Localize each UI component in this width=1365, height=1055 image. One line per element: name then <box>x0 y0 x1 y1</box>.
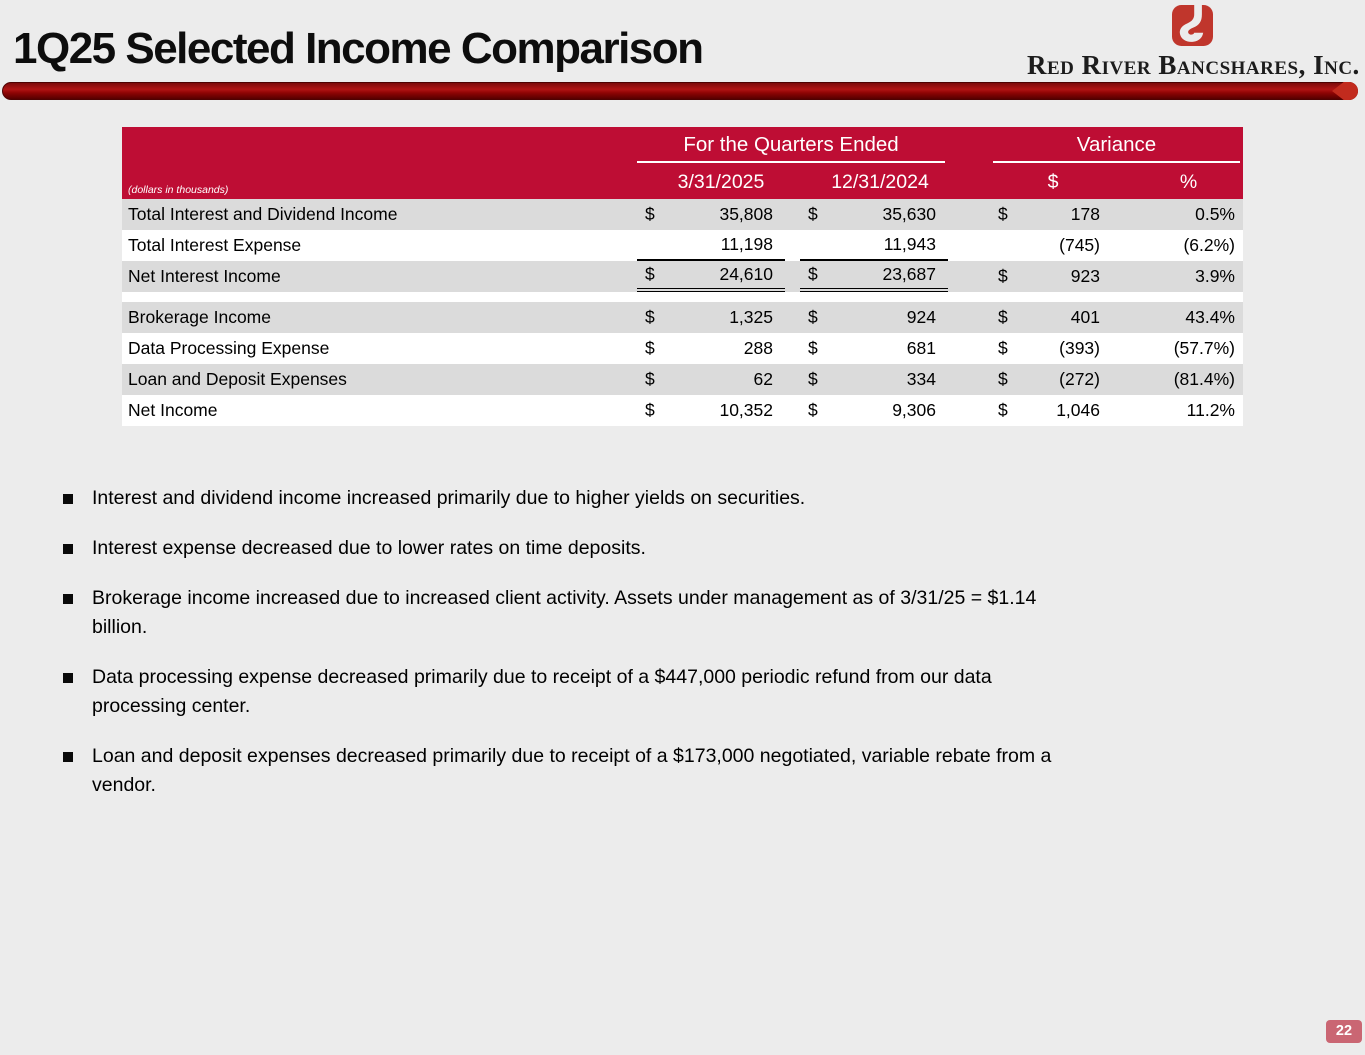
variance-value: (272) <box>1059 369 1100 389</box>
dollar-sign: $ <box>808 264 818 284</box>
company-logo <box>1027 5 1360 81</box>
bullet-item <box>62 742 1312 800</box>
q2-cell <box>800 230 948 261</box>
q2-value: 9,306 <box>892 400 936 420</box>
column-gap <box>948 302 990 333</box>
column-header-q1: 3/31/2025 <box>677 171 765 193</box>
q1-value: 11,198 <box>720 234 773 254</box>
page-title: 1Q25 Selected Income Comparison <box>13 24 703 73</box>
column-gap <box>948 395 990 426</box>
variance-value: 923 <box>1070 266 1100 286</box>
row-label: Data Processing Expense <box>128 338 330 358</box>
variance-dollar-cell <box>990 364 1100 395</box>
column-gap <box>948 230 990 261</box>
column-gap <box>785 395 800 426</box>
table-row <box>122 199 1243 230</box>
bullet-item <box>62 534 1312 563</box>
pct-value: 11.2% <box>1186 400 1235 420</box>
variance-dollar-cell <box>990 395 1100 426</box>
table-row <box>122 302 1243 333</box>
q1-value: 35,808 <box>719 204 773 224</box>
variance-value: 401 <box>1070 307 1100 327</box>
q2-value: 11,943 <box>883 234 936 254</box>
table-row <box>122 364 1243 395</box>
dollar-sign: $ <box>808 400 818 420</box>
dollar-sign: $ <box>998 400 1008 420</box>
pct-value: (57.7%) <box>1173 338 1235 358</box>
dollar-sign: $ <box>808 369 818 389</box>
variance-group-header: Variance <box>1076 133 1157 156</box>
column-gap <box>948 261 990 292</box>
dollar-sign: $ <box>998 307 1008 327</box>
q1-value: 288 <box>743 338 773 358</box>
row-label: Loan and Deposit Expenses <box>128 369 347 389</box>
pct-value: 0.5% <box>1195 204 1235 224</box>
bullet-text: Data processing expense decreased primarily due to receipt of a $447,000 periodic refund from our data <box>92 666 992 688</box>
table-row <box>122 333 1243 364</box>
square-bullet-icon <box>63 494 73 504</box>
bullet-text: processing center. <box>92 695 251 717</box>
q1-value: 10,352 <box>719 400 773 420</box>
column-gap <box>785 364 800 395</box>
q2-value: 23,687 <box>882 264 936 284</box>
row-label: Net Income <box>128 400 218 420</box>
q2-cell <box>800 199 948 230</box>
dollar-sign: $ <box>645 204 655 224</box>
bullet-item <box>62 484 1312 513</box>
dollar-sign: $ <box>645 400 655 420</box>
bullet-text: Brokerage income increased due to increased client activity. Assets under management as of 3/31/25 = $1.14 <box>92 587 1037 609</box>
accent-bar <box>2 82 1358 100</box>
dollar-sign: $ <box>808 307 818 327</box>
variance-dollar-cell <box>990 261 1100 292</box>
q2-value: 334 <box>906 369 936 389</box>
variance-dollar-cell <box>990 199 1100 230</box>
column-header-variance-dollar: $ <box>1047 171 1059 193</box>
row-label: Total Interest and Dividend Income <box>128 204 398 224</box>
bullet-text: vendor. <box>92 774 156 796</box>
q1-cell <box>637 395 785 426</box>
variance-value: (393) <box>1059 338 1100 358</box>
dollar-sign: $ <box>998 369 1008 389</box>
q2-cell <box>800 364 948 395</box>
variance-pct-cell <box>1100 333 1243 364</box>
q1-cell <box>637 261 785 292</box>
pct-value: 43.4% <box>1185 307 1235 327</box>
q2-cell <box>800 302 948 333</box>
dollar-sign: $ <box>998 338 1008 358</box>
variance-pct-cell <box>1100 261 1243 292</box>
column-header-variance-pct: % <box>1179 171 1198 193</box>
quarters-underline <box>637 161 945 163</box>
column-gap <box>785 302 800 333</box>
q1-cell <box>637 364 785 395</box>
dollar-sign: $ <box>645 369 655 389</box>
column-gap <box>948 333 990 364</box>
column-gap <box>948 364 990 395</box>
q1-cell <box>637 302 785 333</box>
q2-value: 681 <box>906 338 936 358</box>
dollar-sign: $ <box>645 307 655 327</box>
variance-pct-cell <box>1100 395 1243 426</box>
q1-value: 1,325 <box>729 307 773 327</box>
variance-dollar-cell <box>990 230 1100 261</box>
quarters-group-header: For the Quarters Ended <box>683 133 899 156</box>
bullet-item <box>62 663 1312 721</box>
red-river-logo-icon <box>1172 5 1213 46</box>
table-header <box>122 127 1243 199</box>
dollar-sign: $ <box>645 338 655 358</box>
square-bullet-icon <box>63 544 73 554</box>
column-gap <box>785 199 800 230</box>
q2-cell <box>800 395 948 426</box>
q1-cell <box>637 333 785 364</box>
q1-value: 62 <box>753 369 773 389</box>
q2-value: 35,630 <box>882 204 936 224</box>
variance-dollar-cell <box>990 333 1100 364</box>
column-gap <box>785 230 800 261</box>
pct-value: 3.9% <box>1195 266 1235 286</box>
q1-cell <box>637 199 785 230</box>
page-number-badge: 22 <box>1326 1020 1362 1043</box>
row-label: Total Interest Expense <box>128 235 302 255</box>
variance-value: 1,046 <box>1056 400 1100 420</box>
row-label: Net Interest Income <box>128 266 281 286</box>
variance-value: (745) <box>1059 235 1100 255</box>
square-bullet-icon <box>63 594 73 604</box>
dollar-sign: $ <box>998 266 1008 286</box>
q1-cell <box>637 230 785 261</box>
dollar-sign: $ <box>645 264 655 284</box>
pct-value: (81.4%) <box>1173 369 1235 389</box>
company-name: Red River Bancshares, Inc. <box>1027 50 1360 80</box>
q2-cell <box>800 261 948 292</box>
pct-value: (6.2%) <box>1183 235 1235 255</box>
dollar-sign: $ <box>808 204 818 224</box>
dollar-sign: $ <box>998 204 1008 224</box>
income-comparison-table <box>122 127 1243 426</box>
bullet-text: Loan and deposit expenses decreased primarily due to receipt of a $173,000 negotiated, variable rebate from a <box>92 745 1052 767</box>
accent-bar-tip <box>1332 82 1358 100</box>
variance-dollar-cell <box>990 302 1100 333</box>
q2-cell <box>800 333 948 364</box>
variance-underline <box>993 161 1240 163</box>
units-note: (dollars in thousands) <box>128 184 229 196</box>
bullet-item <box>62 584 1312 642</box>
variance-pct-cell <box>1100 199 1243 230</box>
bullet-text: billion. <box>92 616 148 638</box>
variance-pct-cell <box>1100 230 1243 261</box>
bullet-text: Interest expense decreased due to lower rates on time deposits. <box>92 537 646 559</box>
bullet-list <box>62 484 1312 821</box>
square-bullet-icon <box>63 673 73 683</box>
q1-value: 24,610 <box>719 264 773 284</box>
bullet-text: Interest and dividend income increased primarily due to higher yields on securities. <box>92 487 806 509</box>
table-row <box>122 261 1243 292</box>
column-gap <box>948 199 990 230</box>
q2-value: 924 <box>906 307 936 327</box>
table-spacer <box>122 292 1243 302</box>
variance-pct-cell <box>1100 302 1243 333</box>
variance-value: 178 <box>1070 204 1100 224</box>
row-label: Brokerage Income <box>128 307 271 327</box>
table-row <box>122 230 1243 261</box>
column-gap <box>785 333 800 364</box>
table-row <box>122 395 1243 426</box>
dollar-sign: $ <box>808 338 818 358</box>
variance-pct-cell <box>1100 364 1243 395</box>
column-header-q2: 12/31/2024 <box>831 171 929 193</box>
column-gap <box>785 261 800 292</box>
square-bullet-icon <box>63 752 73 762</box>
